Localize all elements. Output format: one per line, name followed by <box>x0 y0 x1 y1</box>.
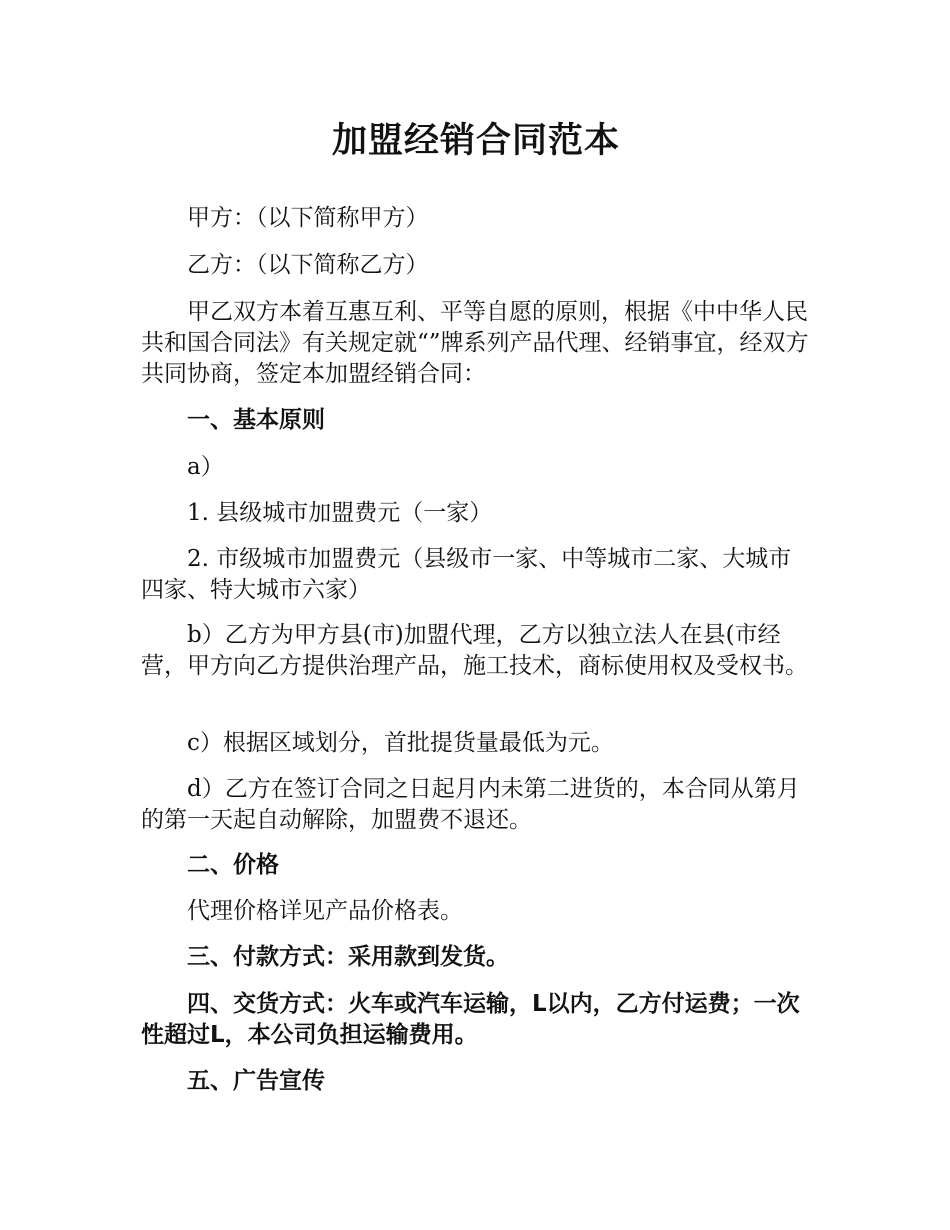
section-heading-basic-principles: 一、基本原则 <box>187 407 325 433</box>
clause-a: a） <box>187 454 224 480</box>
document-title: 加盟经销合同范本 <box>331 121 620 161</box>
section-heading-advertising: 五、广告宣传 <box>187 1068 325 1094</box>
preamble-paragraph: 甲乙双方本着互惠互利、平等自愿的原则，根据《中中华人民共和国合同法》有关规定就“”牌系列产品代理、经销事宜，经双方共同协商，签定本加盟经销合同： <box>141 299 809 387</box>
clause-2-city-fee: 2. 市级城市加盟费元（县级市一家、中等城市二家、大城市四家、特大城市六家） <box>141 546 792 603</box>
section-heading-payment: 三、付款方式：采用款到发货。 <box>187 944 509 970</box>
clause-d: d）乙方在签订合同之日起月内未第二进货的，本合同从第月的第一天起自动解除，加盟费不退还。 <box>141 776 800 833</box>
clause-b: b）乙方为甲方县(市)加盟代理，乙方以独立法人在县(市经营，甲方向乙方提供治理产品，施工技术，商标使用权及受权书。 <box>141 622 808 679</box>
section-heading-price: 二、价格 <box>187 852 279 878</box>
party-b-line: 乙方：（以下简称乙方） <box>187 252 429 278</box>
clause-1-county-fee: 1. 县级城市加盟费元（一家） <box>187 500 493 526</box>
section-heading-delivery: 四、交货方式：火车或汽车运输，L以内，乙方付运费；一次性超过L，本公司负担运输费用。 <box>141 991 800 1048</box>
price-paragraph: 代理价格详见产品价格表。 <box>187 898 463 924</box>
clause-c: c）根据区域划分，首批提货量最低为元。 <box>187 730 614 756</box>
party-a-line: 甲方：（以下简称甲方） <box>187 205 429 231</box>
